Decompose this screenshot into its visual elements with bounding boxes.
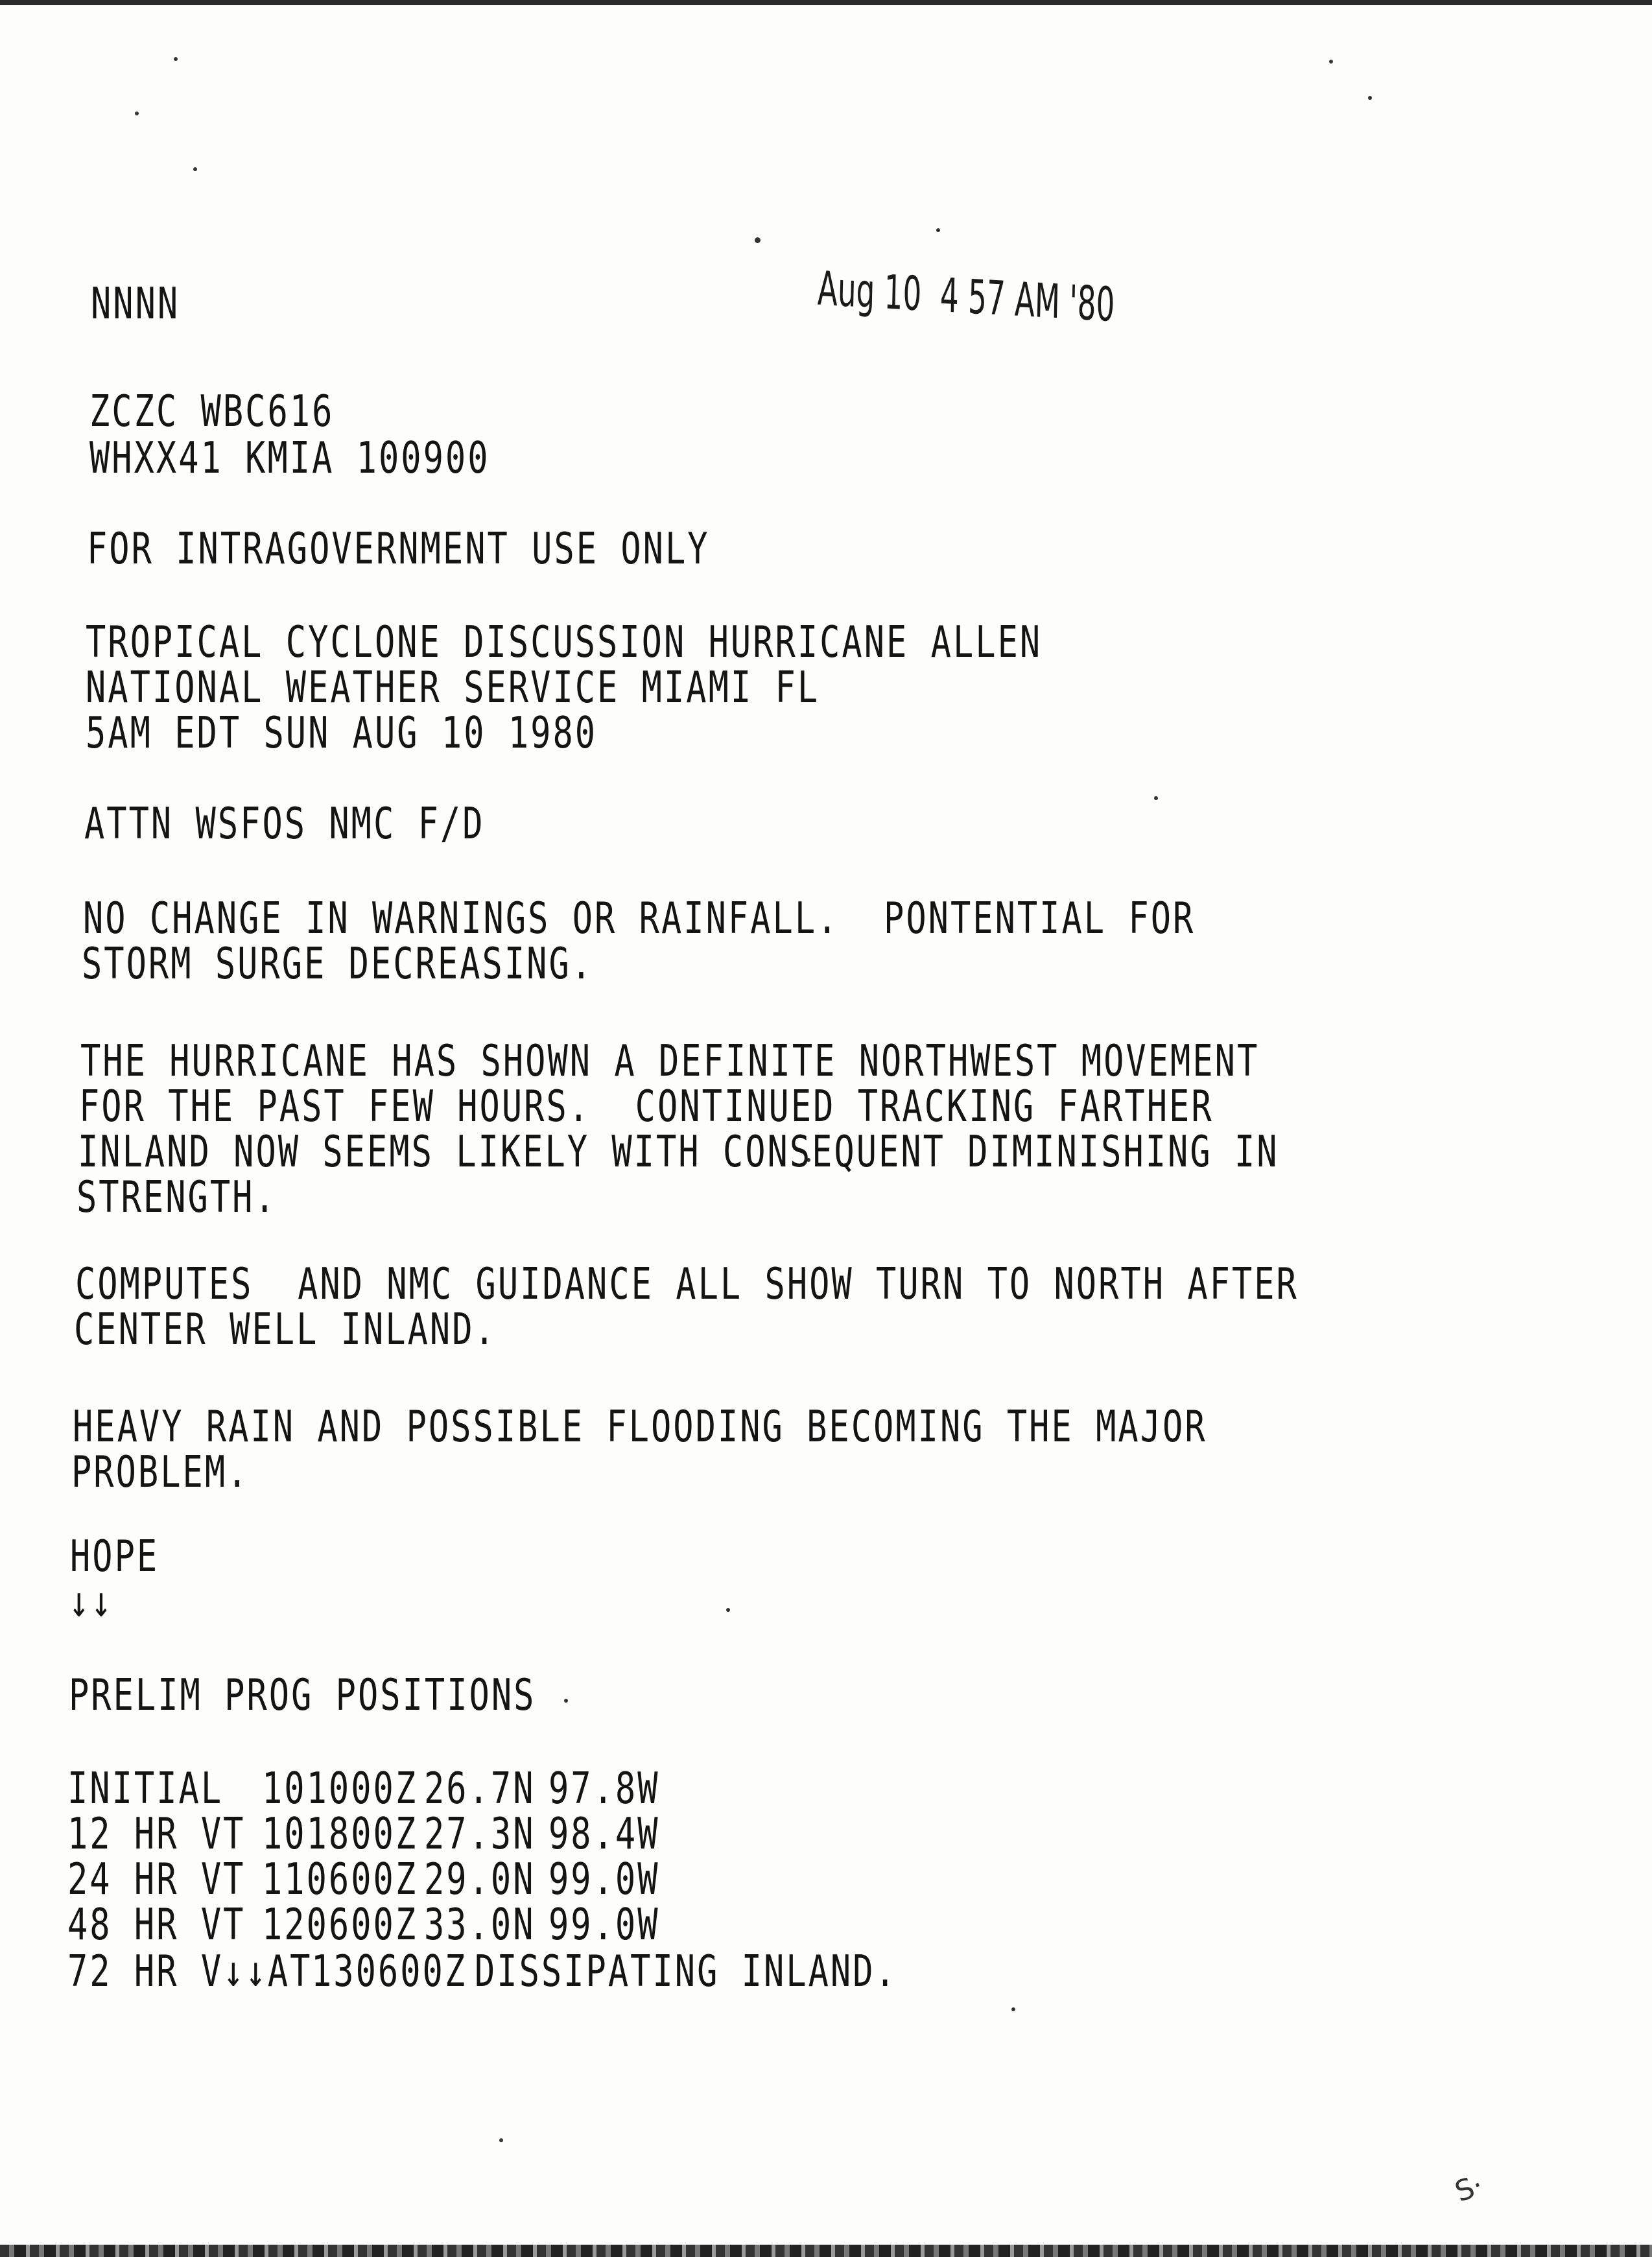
paragraph-line: STORM SURGE DECREASING. xyxy=(82,939,594,989)
position-longitude: 97.8W xyxy=(549,1764,660,1814)
position-longitude: 99.0W xyxy=(549,1854,660,1905)
title-line: 5AM EDT SUN AUG 10 1980 xyxy=(86,708,598,759)
paragraph-line: HEAVY RAIN AND POSSIBLE FLOODING BECOMING THE MAJOR xyxy=(73,1402,1207,1452)
received-time-stamp: Aug 10 4 57 AM '80 xyxy=(817,261,1116,333)
positions-title: PRELIM PROG POSITIONS xyxy=(69,1670,536,1721)
speck xyxy=(564,1699,568,1703)
routing-line: WHXX41 KMIA 100900 xyxy=(89,433,490,484)
position-time: 120600Z xyxy=(262,1900,418,1950)
speck xyxy=(1154,796,1158,800)
title-line: NATIONAL WEATHER SERVICE MIAMI FL xyxy=(86,663,820,713)
speck xyxy=(936,228,940,232)
speck xyxy=(755,237,761,243)
speck xyxy=(726,1608,730,1612)
nnnn-marker: NNNN xyxy=(91,279,180,329)
paragraph-line: COMPUTES AND NMC GUIDANCE ALL SHOW TURN TO NORTH AFTER xyxy=(75,1259,1299,1310)
speck xyxy=(1368,96,1372,100)
position-label: 12 HR VT xyxy=(67,1809,246,1860)
position-label: 48 HR VT xyxy=(67,1900,246,1950)
position-time: 130600Z xyxy=(311,1946,467,1997)
paragraph-line: STRENGTH. xyxy=(77,1172,277,1223)
speck xyxy=(193,167,197,171)
corner-handwritten-mark: S· xyxy=(1450,2168,1488,2209)
paragraph-line: NO CHANGE IN WARNINGS OR RAINFALL. PONTENTIAL FOR xyxy=(83,893,1196,944)
attention-line: ATTN WSFOS NMC F/D xyxy=(84,799,485,849)
speck xyxy=(1011,2007,1015,2011)
speck xyxy=(174,57,178,61)
position-longitude: 98.4W xyxy=(549,1809,660,1860)
paragraph-line: FOR THE PAST FEW HOURS. CONTINUED TRACKING FARTHER xyxy=(79,1081,1214,1132)
paragraph-line: PROBLEM. xyxy=(71,1447,250,1498)
position-longitude: 99.0W xyxy=(549,1900,660,1950)
position-label: 72 HR V↓↓AT xyxy=(67,1946,313,1997)
position-note: DISSIPATING INLAND. xyxy=(475,1946,897,1997)
position-time: 110600Z xyxy=(262,1854,418,1905)
paragraph-line: INLAND NOW SEEMS LIKELY WITH CONSEQUENT DIMINISHING IN xyxy=(78,1127,1279,1177)
speck xyxy=(1329,60,1333,64)
signature-mark: ↓↓ xyxy=(69,1577,113,1627)
position-latitude: 26.7N xyxy=(424,1764,536,1814)
position-latitude: 33.0N xyxy=(424,1900,536,1950)
position-time: 101800Z xyxy=(262,1809,418,1860)
position-latitude: 29.0N xyxy=(424,1854,536,1905)
position-label: INITIAL xyxy=(67,1764,224,1814)
position-label: 24 HR VT xyxy=(67,1854,246,1905)
classification-line: FOR INTRAGOVERNMENT USE ONLY xyxy=(87,524,710,574)
signature: HOPE xyxy=(70,1531,159,1582)
routing-line: ZCZC WBC616 xyxy=(89,386,335,437)
paragraph-line: CENTER WELL INLAND. xyxy=(74,1305,497,1355)
bottom-edge xyxy=(0,2245,1652,2257)
position-time: 101000Z xyxy=(262,1764,418,1814)
top-edge xyxy=(0,0,1652,5)
paragraph-line: THE HURRICANE HAS SHOWN A DEFINITE NORTHWEST MOVEMENT xyxy=(80,1036,1260,1087)
position-latitude: 27.3N xyxy=(424,1809,536,1860)
title-line: TROPICAL CYCLONE DISCUSSION HURRICANE ALLEN xyxy=(86,617,1043,668)
speck xyxy=(135,112,139,115)
speck xyxy=(499,2138,503,2142)
